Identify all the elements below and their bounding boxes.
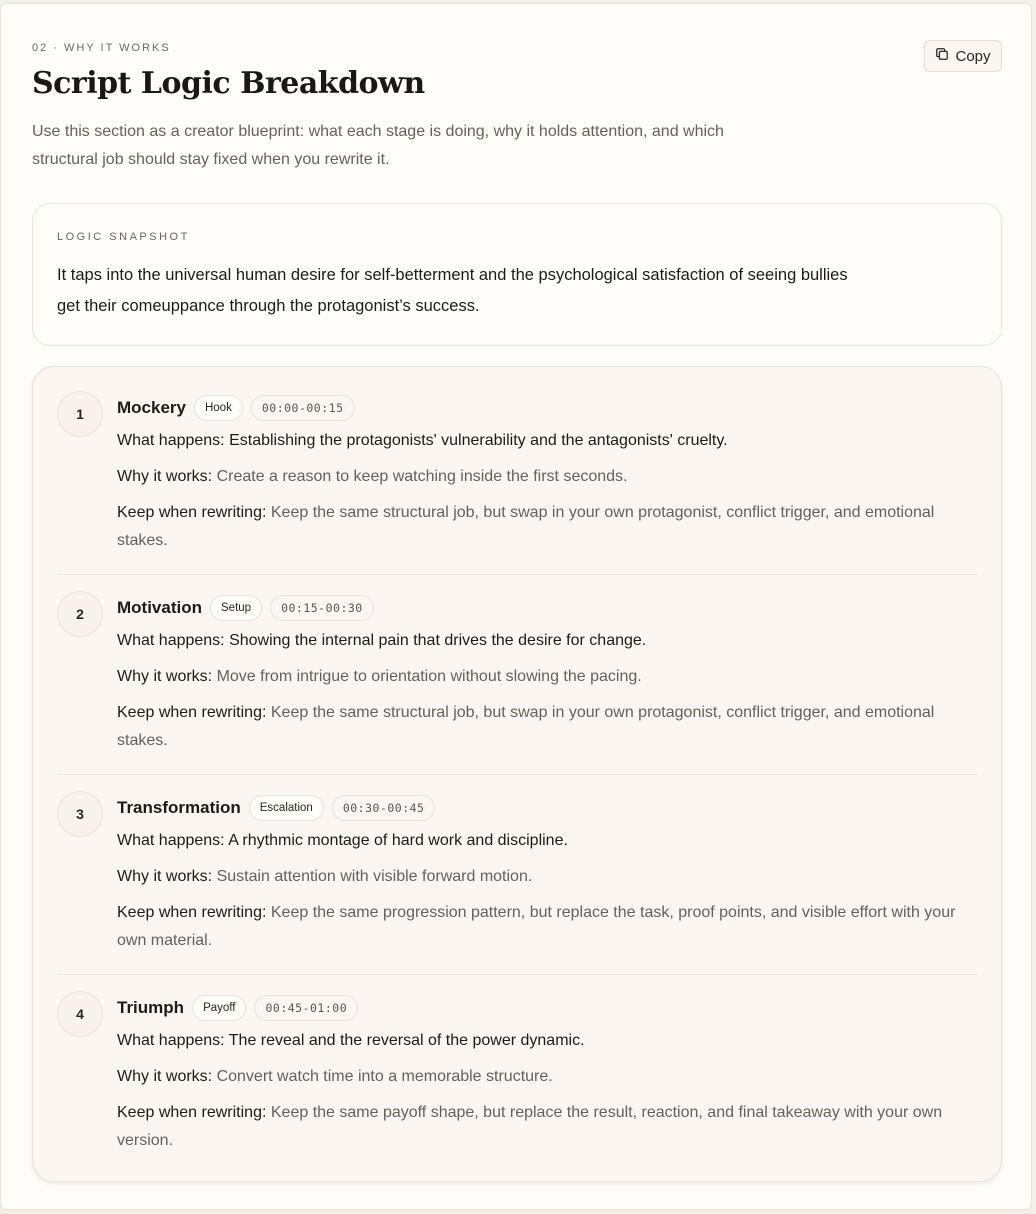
stage-list (32, 366, 1002, 1182)
keep-when-rewriting-text: Keep the same structural job, but swap in your own protagonist, conflict trigger, and emotional stakes. (117, 504, 935, 549)
what-happens-text: The reveal and the reversal of the power dynamic. (228, 1032, 585, 1049)
stage-body (117, 591, 977, 755)
what-happens-line (117, 1027, 977, 1055)
snapshot-text: It taps into the universal human desire for self-betterment and the psychological satisfaction of seeing bullies get their comeuppance through the protagonist’s success. (57, 266, 848, 315)
stage-time-badge: 00:45-01:00 (254, 995, 358, 1021)
keep-when-rewriting-text: Keep the same progression pattern, but replace the task, proof points, and visible effort with your own material. (117, 904, 956, 949)
what-happens-line (117, 427, 977, 455)
stage-item (57, 591, 977, 775)
keep-when-rewriting-label: Keep when rewriting: (117, 704, 267, 721)
stage-time-badge: 00:00-00:15 (251, 395, 355, 421)
keep-when-rewriting-label: Keep when rewriting: (117, 1104, 267, 1121)
stage-tag-badge: Setup (210, 595, 262, 621)
why-it-works-label: Why it works: (117, 868, 213, 885)
why-it-works-text: Move from intrigue to orientation without slowing the pacing. (216, 668, 642, 685)
stage-name: Mockery (117, 398, 186, 417)
stage-time-badge: 00:30-00:45 (332, 795, 436, 821)
stage-number: 3 (57, 791, 103, 837)
stage-item (57, 391, 977, 575)
why-it-works-label: Why it works: (117, 468, 213, 485)
keep-when-rewriting-line (117, 699, 977, 755)
why-it-works-line (117, 1063, 977, 1091)
what-happens-label: What happens: (117, 832, 225, 849)
what-happens-text: Establishing the protagonists' vulnerability and the antagonists' cruelty. (229, 432, 728, 449)
why-it-works-line (117, 663, 977, 691)
stage-header (117, 593, 977, 623)
stage-body (117, 791, 977, 955)
why-it-works-text: Sustain attention with visible forward motion. (216, 868, 533, 885)
why-it-works-line (117, 863, 977, 891)
stage-header (117, 793, 977, 823)
stage-name: Transformation (117, 798, 241, 817)
why-it-works-text: Create a reason to keep watching inside the first seconds. (216, 468, 628, 485)
stage-name: Triumph (117, 998, 185, 1017)
what-happens-text: Showing the internal pain that drives the desire for change. (229, 632, 647, 649)
keep-when-rewriting-text: Keep the same structural job, but swap in your own protagonist, conflict trigger, and emotional stakes. (117, 704, 935, 749)
keep-when-rewriting-line (117, 899, 977, 955)
keep-when-rewriting-text: Keep the same payoff shape, but replace the result, reaction, and final takeaway with your own version. (117, 1104, 943, 1149)
why-it-works-label: Why it works: (117, 1068, 213, 1085)
stage-body (117, 391, 977, 555)
stage-header (117, 993, 977, 1023)
why-it-works-panel (0, 3, 1032, 1210)
stage-item (57, 791, 977, 975)
stage-number: 1 (57, 391, 103, 437)
what-happens-text: A rhythmic montage of hard work and discipline. (228, 832, 568, 849)
copy-icon (935, 47, 949, 65)
stage-number: 2 (57, 591, 103, 637)
what-happens-line (117, 827, 977, 855)
keep-when-rewriting-line (117, 499, 977, 555)
what-happens-label: What happens: (117, 1032, 225, 1049)
stage-tag-badge: Hook (194, 395, 243, 421)
what-happens-label: What happens: (117, 632, 225, 649)
stage-tag-badge: Escalation (249, 795, 324, 821)
logic-snapshot-card (32, 203, 1002, 346)
section-eyebrow: 02 · WHY IT WORKS (32, 42, 171, 54)
snapshot-label: LOGIC SNAPSHOT (57, 231, 190, 243)
page-title: Script Logic Breakdown (32, 66, 425, 101)
stage-item (57, 991, 977, 1161)
stage-body (117, 991, 977, 1155)
stage-time-badge: 00:15-00:30 (270, 595, 374, 621)
copy-button-label: Copy (955, 47, 991, 65)
stage-tag-badge: Payoff (192, 995, 246, 1021)
keep-when-rewriting-line (117, 1099, 977, 1155)
what-happens-line (117, 627, 977, 655)
page-description: Use this section as a creator blueprint: what each stage is doing, why it holds attention, and which structural job should stay fixed when you rewrite it. (32, 123, 724, 168)
why-it-works-line (117, 463, 977, 491)
stage-name: Motivation (117, 598, 202, 617)
copy-button[interactable] (924, 40, 1002, 72)
stage-header (117, 393, 977, 423)
why-it-works-text: Convert watch time into a memorable structure. (216, 1068, 553, 1085)
what-happens-label: What happens: (117, 432, 225, 449)
keep-when-rewriting-label: Keep when rewriting: (117, 904, 267, 921)
keep-when-rewriting-label: Keep when rewriting: (117, 504, 267, 521)
why-it-works-label: Why it works: (117, 668, 213, 685)
stage-number: 4 (57, 991, 103, 1037)
